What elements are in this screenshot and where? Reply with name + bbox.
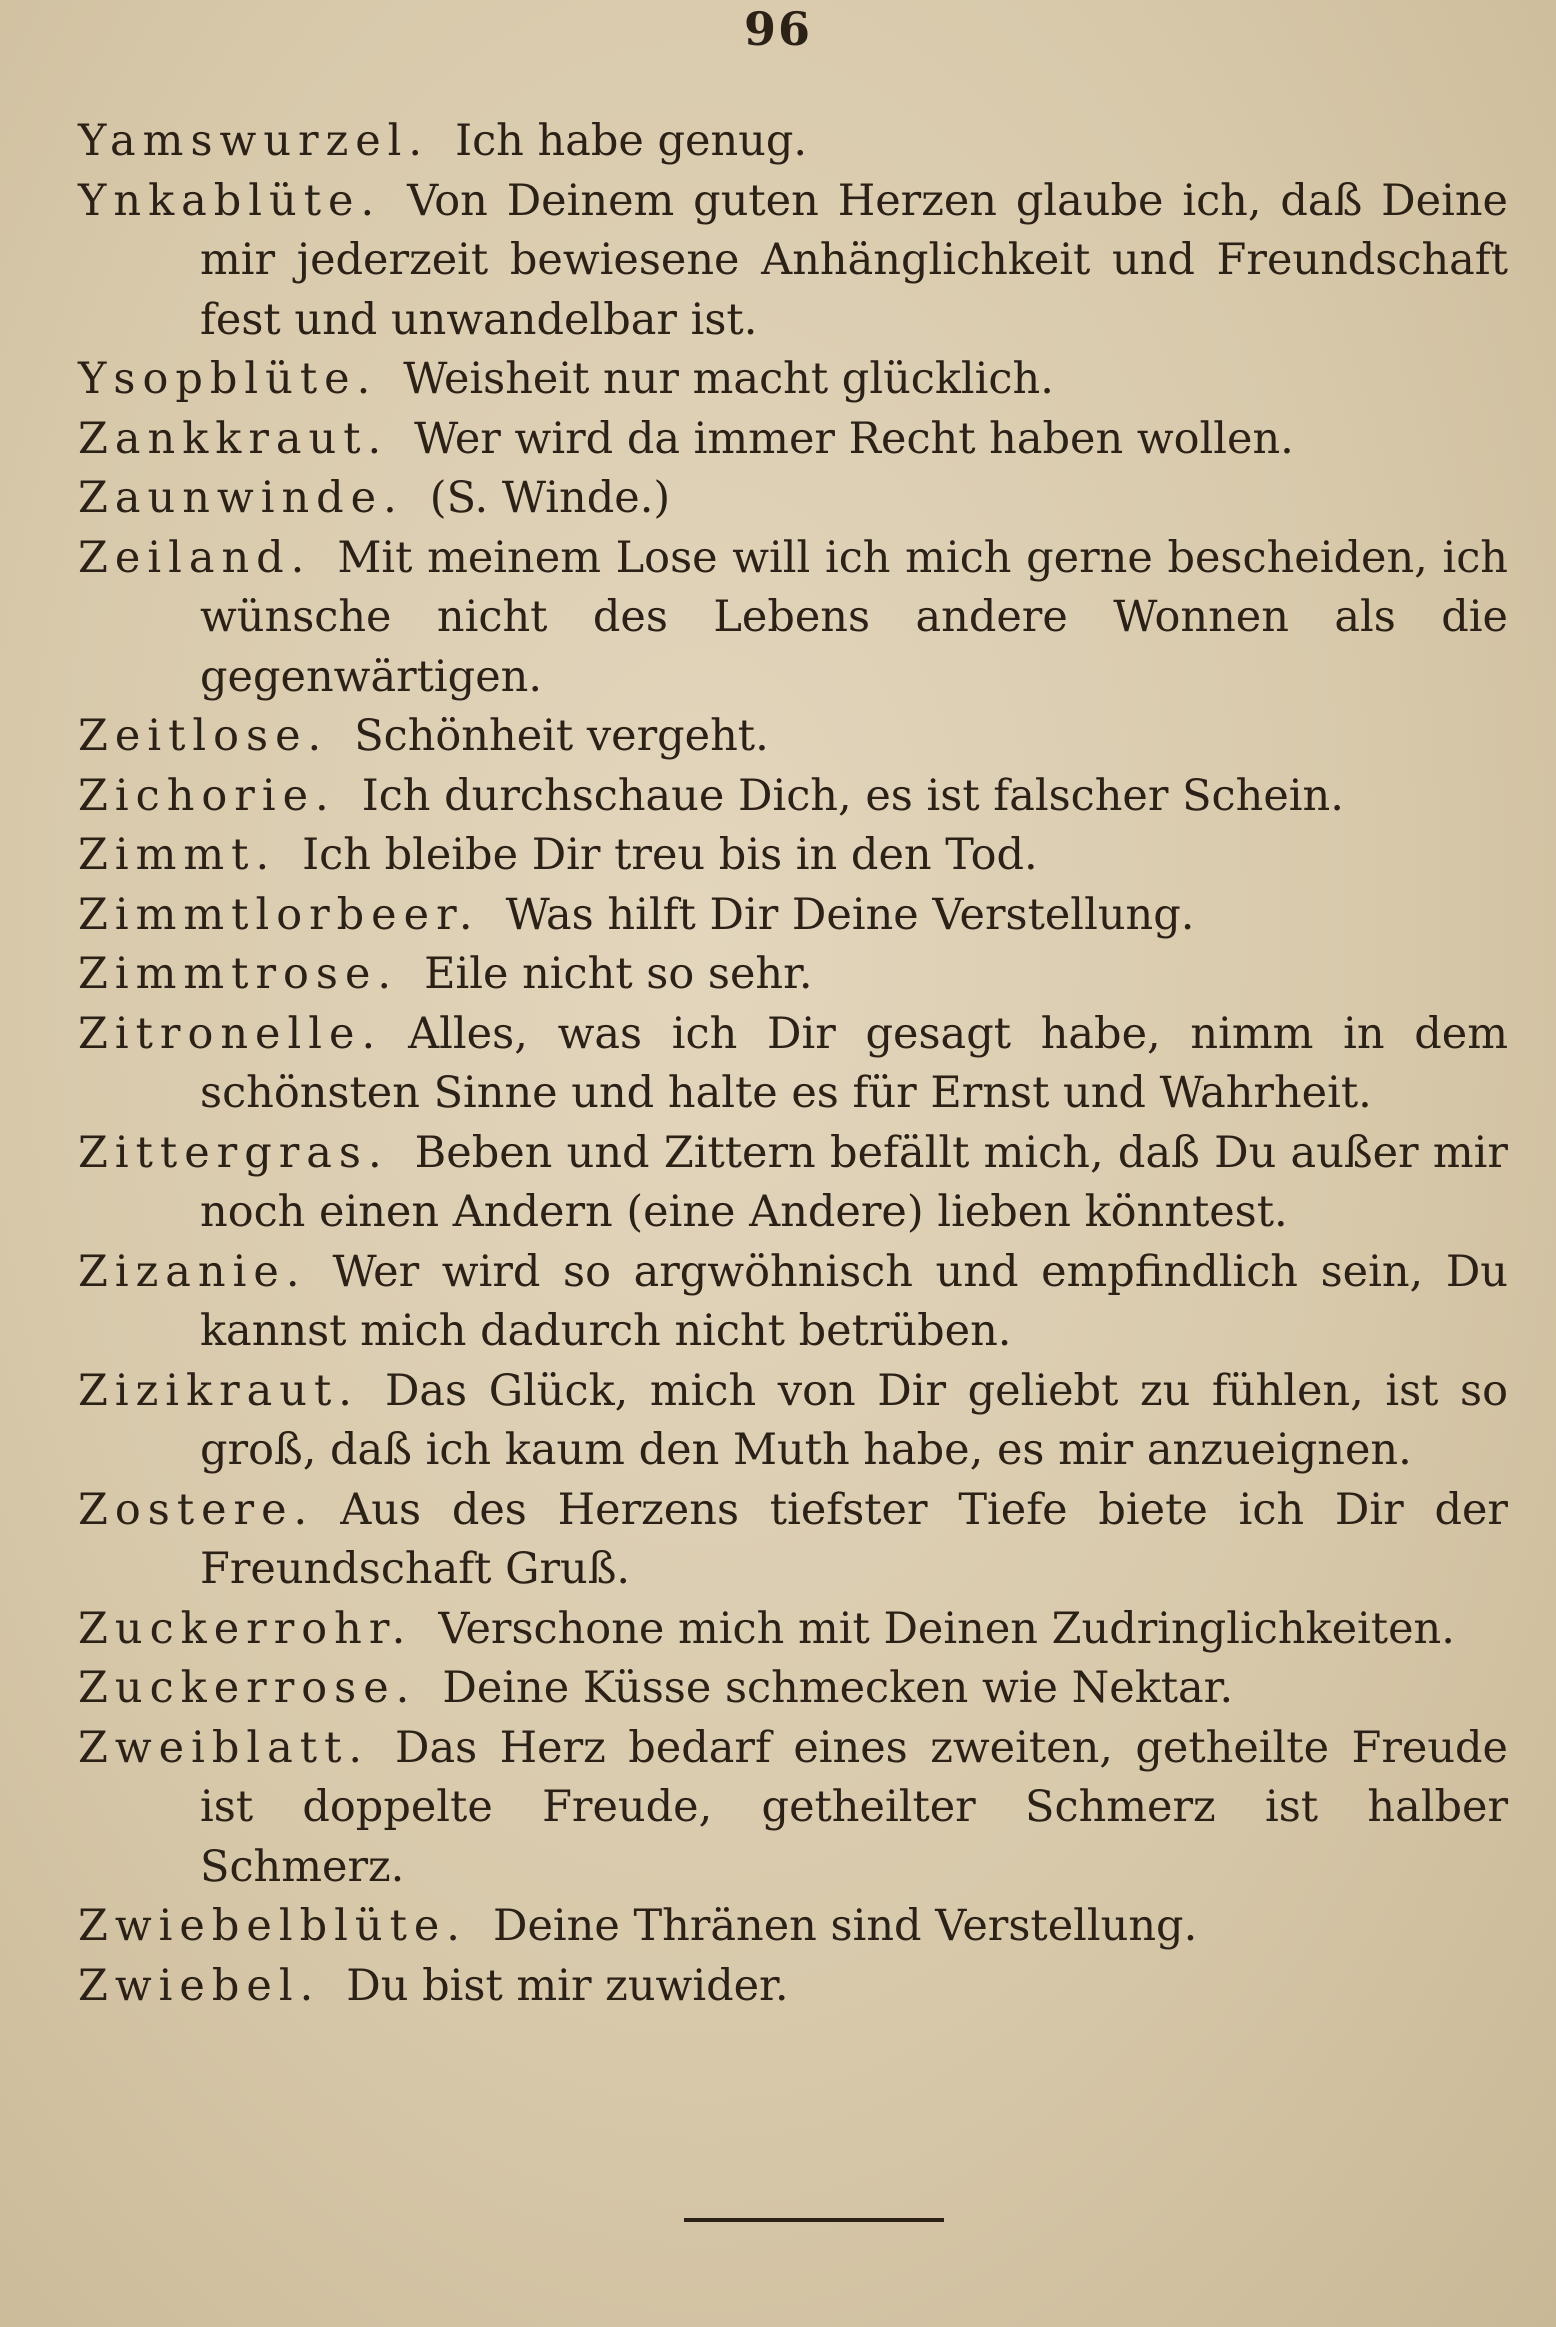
entry-name: Zimmtrose. bbox=[78, 949, 399, 999]
list-item bbox=[78, 410, 1508, 470]
list-item bbox=[78, 172, 1508, 351]
entry-name: Zwiebel. bbox=[78, 1960, 321, 2011]
list-item bbox=[78, 826, 1508, 886]
end-rule-divider bbox=[684, 2218, 944, 2222]
entry-name: Yamswurzel. bbox=[78, 116, 430, 166]
entry-meaning: Das Herz bedarf eines zweiten, getheilte Freude ist doppelte Freude, getheilter Schmerz ist halber Schmerz. bbox=[200, 1722, 1508, 1892]
entry-meaning: Beben und Zittern befällt mich, daß Du außer mir noch einen Andern (eine Andere) lieben könntest. bbox=[200, 1127, 1508, 1237]
entry-name: Zostere. bbox=[78, 1484, 315, 1535]
entry-name: Zittergras. bbox=[78, 1127, 389, 1178]
entry-name: Zuckerrose. bbox=[78, 1663, 417, 1713]
entry-meaning: Du bist mir zuwider. bbox=[346, 1960, 789, 2011]
page-number: 96 bbox=[743, 2, 812, 56]
list-item bbox=[78, 945, 1508, 1005]
entry-name: Zimmt. bbox=[78, 830, 277, 880]
entry-name: Zaunwinde. bbox=[78, 473, 404, 523]
list-item bbox=[78, 1481, 1508, 1600]
entry-name: Zizanie. bbox=[78, 1246, 307, 1297]
list-item bbox=[78, 112, 1508, 172]
entry-meaning: Von Deinem guten Herzen glaube ich, daß Deine mir jederzeit bewiesene Anhänglichkeit und Freundschaft fest und unwandelbar ist. bbox=[200, 175, 1508, 345]
entry-meaning: Verschone mich mit Deinen Zudringlichkeiten. bbox=[438, 1603, 1455, 1654]
entry-meaning: Deine Küsse schmecken wie Nektar. bbox=[442, 1663, 1234, 1713]
entry-meaning: Weisheit nur macht glücklich. bbox=[403, 354, 1054, 404]
entry-name: Zeitlose. bbox=[78, 711, 329, 761]
entry-name: Zankkraut. bbox=[78, 413, 389, 464]
entry-meaning: Ich bleibe Dir treu bis in den Tod. bbox=[302, 830, 1038, 880]
list-item bbox=[78, 1719, 1508, 1898]
list-item bbox=[78, 1243, 1508, 1362]
entry-meaning: Ich durchschaue Dich, es ist falscher Schein. bbox=[361, 770, 1344, 821]
entry-meaning: Das Glück, mich von Dir geliebt zu fühlen, ist so groß, daß ich kaum den Muth habe, es mir anzueignen. bbox=[200, 1365, 1508, 1475]
list-item bbox=[78, 767, 1508, 827]
list-item bbox=[78, 1362, 1508, 1481]
list-item bbox=[78, 1005, 1508, 1124]
entry-name: Zeiland. bbox=[78, 532, 312, 583]
entry-meaning: Wer wird so argwöhnisch und empfindlich sein, Du kannst mich dadurch nicht betrüben. bbox=[200, 1246, 1508, 1356]
entry-meaning: Mit meinem Lose will ich mich gerne bescheiden, ich wünsche nicht des Lebens andere Wonnen als die gegenwärtigen. bbox=[200, 532, 1508, 702]
entry-meaning: (S. Winde.) bbox=[429, 473, 671, 523]
entry-meaning: Alles, was ich Dir gesagt habe, nimm in dem schönsten Sinne und halte es für Ernst und Wahrheit. bbox=[200, 1008, 1508, 1118]
list-item bbox=[78, 1659, 1508, 1719]
list-item bbox=[78, 529, 1508, 708]
entry-name: Zwiebelblüte. bbox=[78, 1901, 467, 1951]
entry-meaning: Wer wird da immer Recht haben wollen. bbox=[414, 413, 1294, 464]
entry-meaning: Ich habe genug. bbox=[455, 116, 808, 166]
entry-name: Ysopblüte. bbox=[78, 354, 378, 404]
entry-name: Ynkablüte. bbox=[78, 175, 382, 226]
list-item bbox=[78, 1600, 1508, 1660]
list-item bbox=[78, 350, 1508, 410]
entry-meaning: Schönheit vergeht. bbox=[354, 711, 769, 761]
entry-name: Zitronelle. bbox=[78, 1008, 383, 1059]
list-item bbox=[78, 1957, 1508, 2017]
entry-name: Zweiblatt. bbox=[78, 1722, 370, 1773]
entry-meaning: Eile nicht so sehr. bbox=[424, 949, 813, 999]
entry-name: Zichorie. bbox=[78, 770, 336, 821]
entry-name: Zimmtlorbeer. bbox=[78, 889, 480, 940]
list-item bbox=[78, 469, 1508, 529]
list-item bbox=[78, 886, 1508, 946]
entry-meaning: Aus des Herzens tiefster Tiefe biete ich Dir der Freundschaft Gruß. bbox=[200, 1484, 1508, 1594]
entry-name: Zizikraut. bbox=[78, 1365, 359, 1416]
entry-meaning: Deine Thränen sind Verstellung. bbox=[492, 1901, 1198, 1951]
list-item bbox=[78, 1897, 1508, 1957]
entry-name: Zuckerrohr. bbox=[78, 1603, 413, 1654]
list-item bbox=[78, 707, 1508, 767]
list-item bbox=[78, 1124, 1508, 1243]
entry-meaning: Was hilft Dir Deine Verstellung. bbox=[505, 889, 1195, 940]
entry-list bbox=[78, 112, 1508, 2016]
